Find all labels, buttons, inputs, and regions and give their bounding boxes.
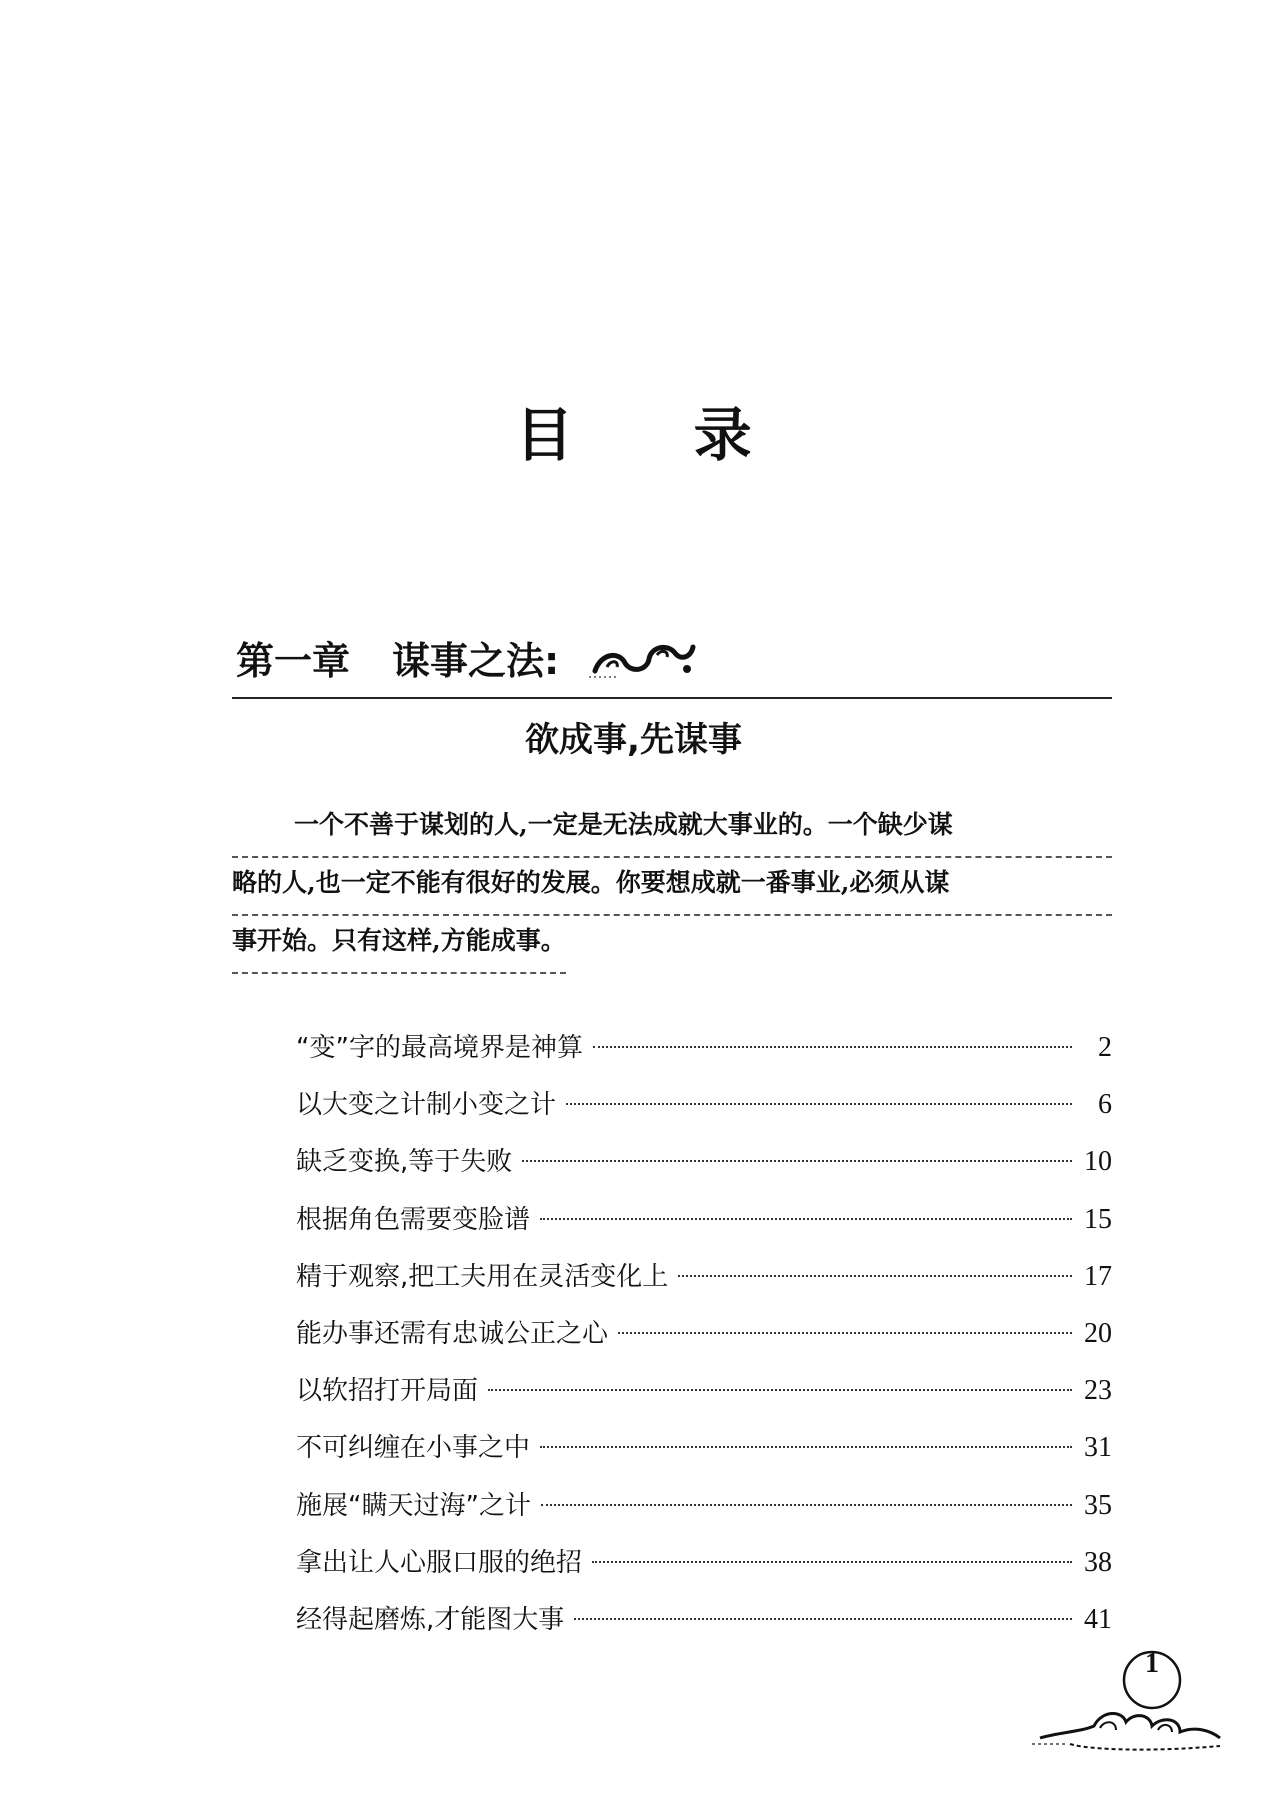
toc-entry-title: “变”字的最高境界是神算 bbox=[296, 1033, 583, 1063]
page-title: 目 录 bbox=[515, 401, 802, 469]
toc-entry[interactable] bbox=[296, 1027, 1112, 1084]
page-number: 1 bbox=[1145, 1648, 1159, 1679]
toc-entry-title: 能办事还需有忠诚公正之心 bbox=[296, 1318, 609, 1349]
toc-entry[interactable] bbox=[296, 1141, 1112, 1198]
toc-leader bbox=[574, 1618, 1072, 1620]
toc-entry-page: 35 bbox=[1084, 1489, 1112, 1521]
intro-line: 一个不善于谋划的人,一定是无法成就大事业的。一个缺少谋 bbox=[232, 800, 1112, 858]
chapter-rule bbox=[232, 697, 1112, 699]
toc-entry-page: 17 bbox=[1084, 1260, 1112, 1292]
toc-leader bbox=[540, 1218, 1072, 1220]
toc-entry[interactable] bbox=[296, 1542, 1112, 1599]
toc-entry[interactable] bbox=[296, 1599, 1112, 1656]
toc-entry[interactable] bbox=[296, 1256, 1112, 1313]
chapter-subtitle: 欲成事,先谋事 bbox=[525, 720, 742, 760]
toc-entry-page: 20 bbox=[1084, 1317, 1112, 1349]
toc-entry-title: 精于观察,把工夫用在灵活变化上 bbox=[296, 1261, 669, 1292]
toc-entry[interactable] bbox=[296, 1427, 1112, 1484]
cloud-page-ornament-icon bbox=[1030, 1640, 1230, 1760]
toc-leader bbox=[540, 1446, 1072, 1448]
toc-entry-title: 施展“瞒天过海”之计 bbox=[296, 1490, 531, 1521]
toc-entry[interactable] bbox=[296, 1084, 1112, 1141]
chapter-number: 第一章 bbox=[236, 639, 351, 683]
toc-entry[interactable] bbox=[296, 1370, 1112, 1427]
toc-entry-page: 23 bbox=[1084, 1375, 1112, 1407]
toc-entry-page: 41 bbox=[1084, 1603, 1112, 1635]
toc-leader bbox=[488, 1389, 1072, 1391]
toc-leader bbox=[566, 1103, 1072, 1105]
toc-leader bbox=[541, 1504, 1072, 1506]
toc-entry-title: 不可纠缠在小事之中 bbox=[296, 1433, 531, 1464]
toc-entry-title: 经得起磨炼,才能图大事 bbox=[296, 1604, 565, 1635]
chapter-heading bbox=[236, 630, 697, 685]
toc-entry-page: 31 bbox=[1084, 1432, 1112, 1464]
toc-leader bbox=[592, 1561, 1072, 1563]
intro-line-wrap bbox=[232, 916, 1112, 974]
toc-entry-title: 以软招打开局面 bbox=[296, 1376, 479, 1407]
toc-entry[interactable] bbox=[296, 1313, 1112, 1370]
toc-leader bbox=[618, 1332, 1072, 1334]
chapter-intro bbox=[232, 800, 1112, 974]
intro-line: 略的人,也一定不能有很好的发展。你要想成就一番事业,必须从谋 bbox=[232, 858, 1112, 916]
toc-entry-title: 以大变之计制小变之计 bbox=[296, 1090, 557, 1121]
chapter-title: 谋事之法: bbox=[392, 639, 560, 683]
toc-entry-title: 缺乏变换,等于失败 bbox=[296, 1147, 513, 1178]
toc-entry-title: 根据角色需要变脸谱 bbox=[296, 1204, 531, 1235]
toc-list bbox=[296, 1027, 1112, 1656]
toc-entry-page: 38 bbox=[1084, 1546, 1112, 1578]
toc-entry-page: 15 bbox=[1084, 1203, 1112, 1235]
toc-leader bbox=[678, 1275, 1072, 1277]
toc-leader bbox=[593, 1046, 1072, 1048]
cloud-ornament-icon bbox=[587, 633, 697, 683]
toc-entry-page: 10 bbox=[1084, 1146, 1112, 1178]
toc-entry-title: 拿出让人心服口服的绝招 bbox=[296, 1547, 583, 1578]
toc-leader bbox=[522, 1160, 1072, 1162]
toc-entry-page: 6 bbox=[1098, 1089, 1112, 1121]
toc-entry[interactable] bbox=[296, 1485, 1112, 1542]
intro-line: 事开始。只有这样,方能成事。 bbox=[232, 916, 566, 974]
toc-entry[interactable] bbox=[296, 1199, 1112, 1256]
toc-entry-page: 2 bbox=[1098, 1032, 1112, 1063]
